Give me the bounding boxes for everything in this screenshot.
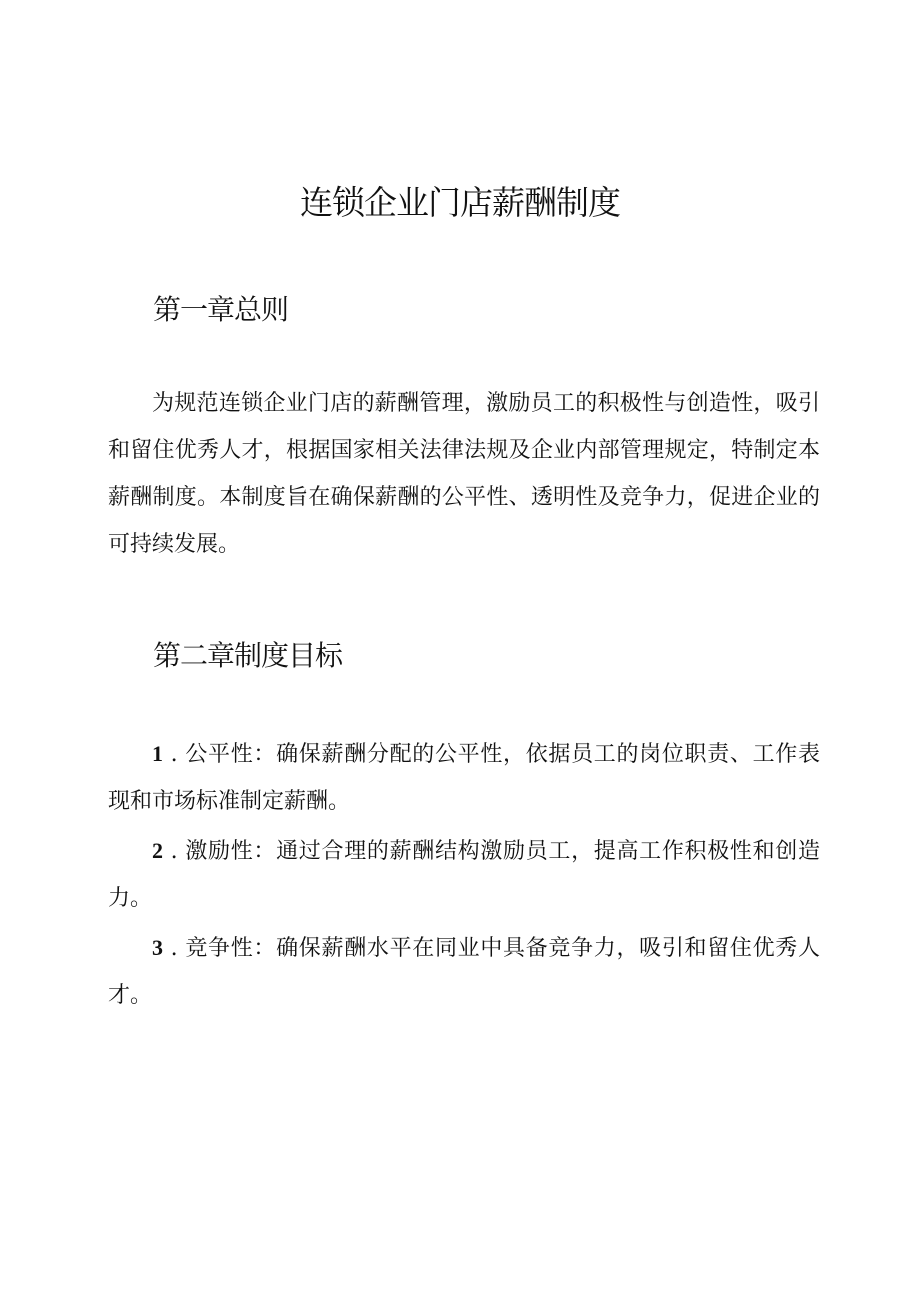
chapter-2-heading: 第二章制度目标	[153, 639, 343, 672]
goal-number: 2	[152, 838, 163, 863]
chapter-1-paragraph: 为规范连锁企业门店的薪酬管理，激励员工的积极性与创造性，吸引和留住优秀人才，根据国家相关法律法规及企业内部管理规定，特制定本薪酬制度。本制度旨在确保薪酬的公平性、透明性及竞争力，促进企业的可持续发展。	[108, 391, 820, 557]
goal-text: . 竞争性：确保薪酬水平在同业中具备竞争力，吸引和留住优秀人才。	[108, 936, 820, 1008]
goal-item-fairness	[108, 730, 820, 825]
goal-number: 3	[152, 935, 163, 960]
goal-text: . 激励性：通过合理的薪酬结构激励员工，提高工作积极性和创造力。	[108, 839, 820, 911]
goal-text: . 公平性：确保薪酬分配的公平性，依据员工的岗位职责、工作表现和市场标准制定薪酬。	[108, 742, 820, 814]
goal-item-incentive	[108, 827, 820, 922]
document-title: 连锁企业门店薪酬制度	[300, 183, 620, 222]
chapter-1-heading: 第一章总则	[153, 293, 289, 326]
goal-number: 1	[152, 741, 163, 766]
goal-item-competitiveness	[108, 924, 820, 1019]
